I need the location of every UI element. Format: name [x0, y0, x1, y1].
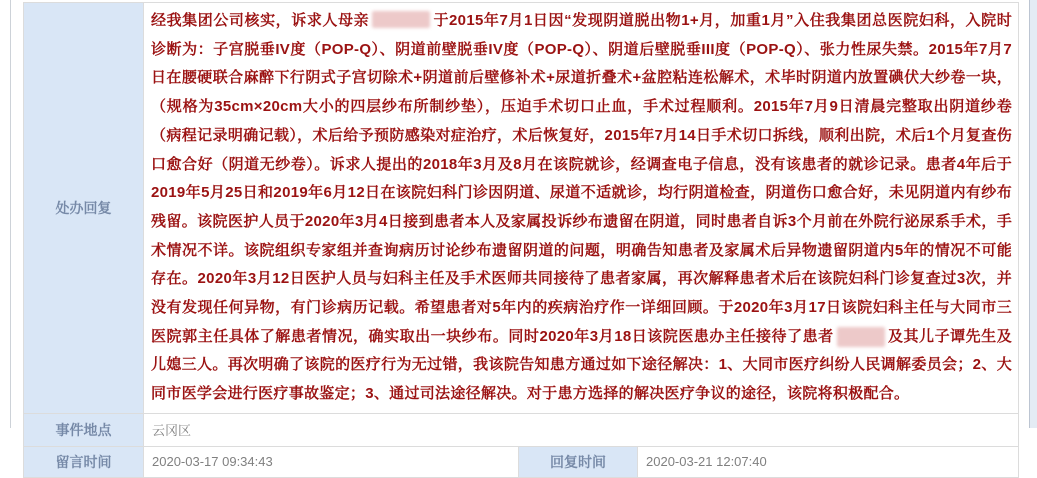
message-time-label: 留言时间 — [24, 446, 144, 477]
redacted-name-blur-2 — [837, 327, 885, 347]
complaint-detail-table — [23, 2, 1019, 478]
reply-row-label: 处办回复 — [24, 3, 144, 414]
table-row-location — [24, 413, 1019, 446]
table-row-times — [24, 446, 1019, 477]
redacted-name-blur-1 — [372, 11, 430, 28]
message-time-value: 2020-03-17 09:34:43 — [144, 446, 519, 477]
reply-text-segment-1: 经我集团公司核实，诉求人母亲 — [151, 12, 370, 29]
reply-time-value: 2020-03-21 12:07:40 — [638, 446, 1019, 477]
reply-text-segment-2: 于2015年7月1日因“发现阴道脱出物1+月，加重1月”入住我集团总医院妇科，入院时诊断为：子宫脱垂IV度（POP-Q）、阴道前壁脱垂IV度（POP-Q）、阴道后壁脱垂III度（POP-Q）、张力性尿失禁。2015年7月7日在腰硬联合麻醉下行阴式子宫切除术+阴道前后壁修补术+尿道折叠术+盆腔粘连松解术，术毕时阴道内放置碘伏大纱卷一块，（规格为35cm×20cm大小的四层纱布所制纱垫），压迫手术切口止血，手术过程顺利。2015年7月9日清晨完整取出阴道纱卷（病程记录明确记载），术后给予预防感染对症治疗，术后恢复好，2015年7月14日手术切口拆线，顺利出院，术后1个月复查伤口愈合好（阴道无纱卷）。诉求人提出的2018年3月及8月在该院就诊，经调查电子信息，没有该患者的就诊记录。患者4年后于2019年5月25日和2019年6月12日在该院妇科门诊因阴道、尿道不适就诊，均行阴道检查，阴道伤口愈合好，未见阴道内有纱布残留。该院医护人员于2020年3月4日接到患者本人及家属投诉纱布遗留在阴道，同时患者自诉3个月前在外院行泌尿系手术，手术情况不详。该院组织专家组并查询病历讨论纱布遗留阴道的问题，明确告知患者及家属术后异物遗留阴道内5年的情况不可能存在。2020年3月12日医护人员与妇科主任及手术医师共同接待了患者家属，再次解释患者术后在该院妇科门诊复查过3次，并没有发现任何异物，有门诊病历记载。希望患者对5年内的疾病治疗作一详细回顾。于2020年3月17日该院妇科主任与大同市三医院郭主任具体了解患者情况，确实取出一块纱布。同时2020年3月18日该院医患办主任接待了患者 — [151, 12, 1013, 345]
reply-time-label: 回复时间 — [519, 446, 638, 477]
location-row-label: 事件地点 — [24, 413, 144, 446]
location-value: 云冈区 — [144, 413, 1019, 446]
table-row-reply — [24, 3, 1019, 414]
page-right-strip — [1029, 0, 1037, 428]
page-left-border-line — [10, 0, 11, 428]
reply-text-segment-3: 及其儿子谭先生及儿媳三人。再次明确了该院的医疗行为无过错，我该院告知患方通过如下途径解决：1、大同市医疗纠纷人民调解委员会；2、大同市医学会进行医疗事故鉴定；3、通过司法途径解决。对于患方选择的解决医疗争议的途径，该院将积极配合。 — [151, 327, 1013, 403]
reply-paragraph — [151, 7, 1012, 409]
reply-content-cell — [144, 3, 1019, 414]
